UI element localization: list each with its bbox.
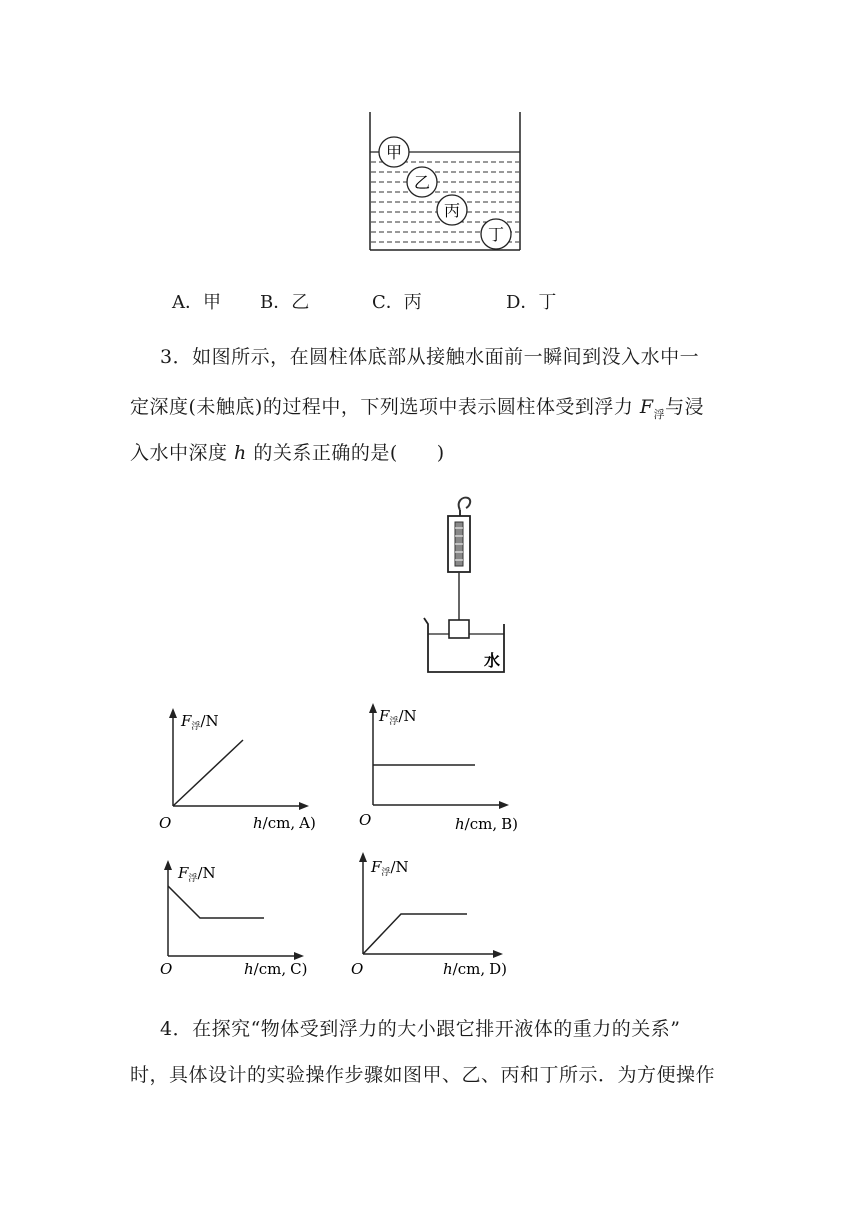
graph-a-x-unit: /cm,	[262, 814, 296, 832]
graph-a-x-var: h	[253, 814, 263, 832]
graph-c-line	[168, 886, 264, 918]
graph-b-letter: B)	[501, 815, 518, 833]
svg-text:h/cm,A)	[253, 814, 316, 832]
graph-d-x-unit: /cm,	[452, 960, 486, 978]
graph-a-y-var: F	[181, 712, 192, 730]
graph-a-y-sub: 浮	[191, 722, 201, 732]
graph-d-origin: O	[351, 960, 364, 978]
graph-c-y-unit: /N	[197, 864, 216, 882]
ball-ding	[481, 219, 511, 249]
graph-c-origin: O	[160, 960, 173, 978]
svg-text:h/cm,C)	[244, 960, 307, 978]
graph-c	[150, 858, 325, 983]
svg-text:F浮/N	[370, 858, 409, 878]
q2-option-c: C．丙	[372, 292, 422, 313]
graph-d-y-sub: 浮	[381, 868, 391, 878]
graph-d-x-var: h	[443, 960, 453, 978]
ball-jia-label: 甲	[385, 143, 403, 162]
graph-c-y-var: F	[178, 864, 189, 882]
graph-c-x-var: h	[244, 960, 254, 978]
q2-option-b: B．乙	[260, 292, 310, 313]
q2-option-a: A．甲	[172, 292, 221, 313]
graph-a	[155, 706, 330, 831]
svg-text:h/cm,B)	[455, 815, 518, 833]
svg-text:F浮/N	[378, 707, 417, 727]
graph-b-y-sub: 浮	[389, 717, 399, 727]
q4-line-1: 4．在探究“物体受到浮力的大小跟它排开液体的重力的关系”	[160, 1018, 681, 1040]
graph-b-y-var: F	[379, 707, 390, 725]
sub-fu: 浮	[653, 407, 666, 421]
graph-b-y-unit: /N	[398, 707, 417, 725]
graph-d-y-var: F	[371, 858, 382, 876]
graph-c-x-unit: /cm,	[253, 960, 287, 978]
q3-line-1: 3．如图所示，在圆柱体底部从接触水面前一瞬间到没入水中一	[160, 346, 700, 368]
graph-c-letter: C)	[290, 960, 308, 978]
ball-bing-label: 丙	[443, 201, 461, 220]
var-f: F	[639, 396, 654, 418]
ball-yi	[407, 167, 437, 197]
graph-a-y-unit: /N	[200, 712, 219, 730]
ball-yi-label: 乙	[413, 173, 431, 192]
graph-d	[345, 850, 525, 980]
graph-c-y-sub: 浮	[188, 874, 198, 884]
ball-ding-label: 丁	[487, 225, 505, 244]
svg-text:h/cm,D)	[443, 960, 507, 978]
q2-option-d: D．丁	[506, 292, 557, 313]
graph-b-x-unit: /cm,	[464, 815, 498, 833]
graph-a-origin: O	[159, 814, 172, 832]
graph-b	[355, 701, 530, 831]
svg-text:F浮/N	[180, 712, 219, 732]
graph-d-y-unit: /N	[390, 858, 409, 876]
spring-scale-beaker-figure	[420, 494, 510, 680]
var-h: h	[234, 442, 247, 464]
graph-a-letter: A)	[299, 814, 316, 832]
ball-bing	[437, 195, 467, 225]
q3-line-2: 定深度(未触底)的过程中，下列选项中表示圆柱体受到浮力 $F_浮$与浸	[130, 396, 705, 421]
beaker-water-label: 水	[484, 651, 501, 670]
graph-b-x-var: h	[455, 815, 465, 833]
ball-jia	[379, 137, 409, 167]
q4-line-2: 时，具体设计的实验操作步骤如图甲、乙、丙和丁所示．为方便操作	[130, 1064, 716, 1086]
graph-d-letter: D)	[489, 960, 508, 978]
graph-b-origin: O	[359, 811, 372, 829]
graph-d-line	[363, 914, 467, 954]
svg-text:F浮/N	[177, 864, 216, 884]
graph-a-line	[173, 740, 243, 806]
container-figure	[366, 112, 526, 257]
q3-line-3: 入水中深度 h 的关系正确的是( )	[130, 442, 445, 464]
